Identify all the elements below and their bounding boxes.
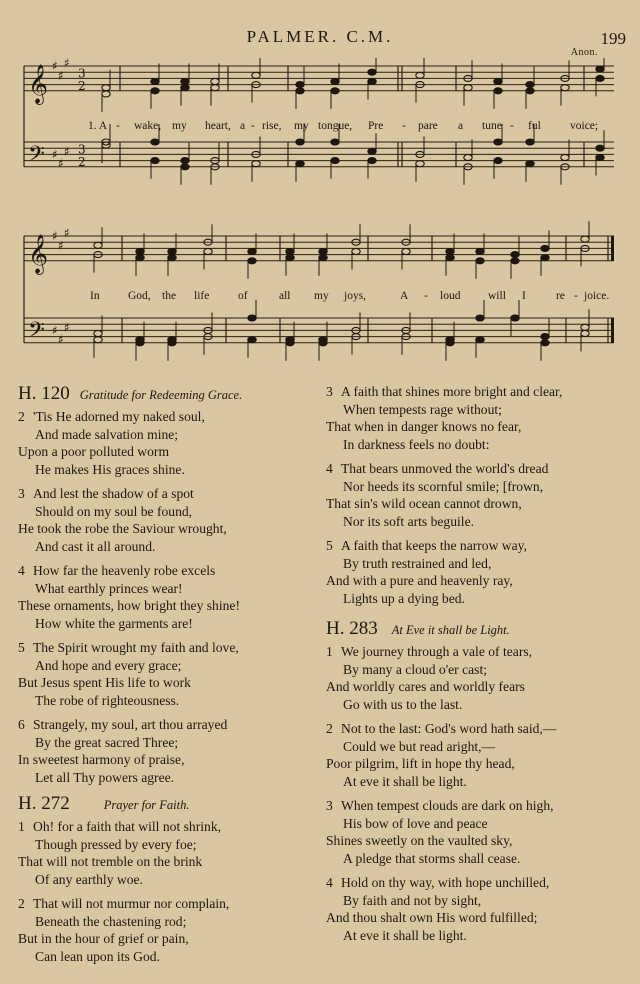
verse-line: Shines sweetly on the vaulted sky, <box>326 833 513 848</box>
right-column <box>326 383 628 951</box>
stanza-first-line <box>18 716 320 734</box>
stanza <box>326 797 628 867</box>
verse-line: Poor pilgrim, lift in hope thy head, <box>326 756 515 771</box>
sharp-icon: ♯ <box>52 229 58 243</box>
bass-clef-icon: 𝄢 <box>28 317 45 348</box>
stanza-first-line <box>18 895 320 913</box>
hymn-title: Prayer for Faith. <box>103 798 190 812</box>
verse-line: Nor its soft arts beguile. <box>343 513 475 529</box>
verse-line: Of any earthly woe. <box>35 871 143 887</box>
notes <box>94 58 604 361</box>
hymn-283-heading <box>326 618 628 641</box>
lyric-syllable: will <box>488 290 506 302</box>
verse-line: At eve it shall be light. <box>343 927 467 943</box>
final-barline-thick <box>611 236 614 261</box>
notehead <box>476 315 484 321</box>
notehead <box>102 91 110 97</box>
verse-line: Let all Thy powers agree. <box>35 769 175 785</box>
notehead <box>511 258 519 264</box>
verse-line: These ornaments, how bright they shine! <box>18 598 240 613</box>
notehead <box>94 242 102 248</box>
verse-line: By faith and not by sight, <box>343 892 482 908</box>
verse-line: Should on my soul be found, <box>35 503 193 519</box>
lyric-syllable: the <box>162 290 177 302</box>
stanza-first-line <box>326 797 628 815</box>
notehead <box>596 155 604 161</box>
lyric-syllable: 1. A <box>88 120 108 132</box>
notehead <box>252 161 260 167</box>
notehead <box>494 79 502 85</box>
verse-line: And worldly cares and worldly fears <box>326 679 525 694</box>
hymn-number: H. 120 <box>18 383 70 404</box>
verse-line: How white the garments are! <box>35 615 193 631</box>
sharp-icon: ♯ <box>58 68 64 83</box>
hymn-title: Gratitude for Redeeming Grace. <box>79 388 243 402</box>
lyric-syllable: voice; <box>570 120 599 132</box>
stanza-number: 1 <box>18 819 25 834</box>
stanza-first-line <box>326 720 628 738</box>
notehead <box>168 249 176 255</box>
notehead <box>494 139 502 145</box>
lyric-syllable: my <box>314 290 329 302</box>
stanza-first-line <box>18 818 320 836</box>
stanza-number: 5 <box>326 538 333 553</box>
notehead <box>248 249 256 255</box>
notehead <box>331 79 339 85</box>
notehead <box>296 139 304 145</box>
sharp-icon: ♯ <box>58 332 64 347</box>
notehead <box>136 255 144 261</box>
notehead <box>561 155 569 161</box>
notehead <box>151 139 159 145</box>
notehead <box>151 79 159 85</box>
notehead <box>331 139 339 145</box>
stanza-number: 2 <box>326 721 333 736</box>
treble-clef-icon: 𝄞 <box>28 63 49 104</box>
hymn-120-stanzas <box>18 408 320 786</box>
lyric-syllable: all <box>279 290 291 302</box>
hymn-272-heading <box>18 793 320 816</box>
music-score <box>0 58 640 368</box>
verse-line: He makes His graces shine. <box>35 461 185 477</box>
hymn-number: H. 272 <box>18 793 70 814</box>
lyric-syllable: of <box>238 290 248 302</box>
hymn-272-stanzas-continued <box>326 383 628 607</box>
verse-line: And hope and every grace; <box>35 657 182 673</box>
verse-line: By truth restrained and led, <box>343 555 492 571</box>
notehead <box>596 66 604 72</box>
lyric-syllable: joys, <box>344 290 367 302</box>
lyric-syllable: - <box>574 290 578 302</box>
tune-title: PALMER. C.M. <box>246 27 394 46</box>
notehead <box>248 337 256 343</box>
notehead <box>494 88 502 94</box>
notehead <box>541 255 549 261</box>
lyric-syllable: a <box>240 120 246 132</box>
lyric-syllable: Pre <box>368 120 384 132</box>
notehead <box>248 315 256 321</box>
stanza-number: 5 <box>18 640 25 655</box>
notehead <box>94 337 102 343</box>
lyric-syllable: re <box>556 290 565 302</box>
verse-line: We journey through a vale of tears, <box>341 644 533 659</box>
verse-line: And thou shalt own His word fulfilled; <box>326 910 538 925</box>
notehead <box>319 255 327 261</box>
verse-line: A pledge that storms shall cease. <box>343 850 521 866</box>
lyric-syllable: - <box>424 290 428 302</box>
verse-line: Hold on thy way, with hope unchilled, <box>341 875 550 890</box>
time-signature-icon: 3 <box>78 66 86 81</box>
stanza <box>326 383 628 453</box>
notehead <box>252 72 260 78</box>
stanza-first-line <box>326 643 628 661</box>
notehead <box>181 164 189 170</box>
verse-line: That will not tremble on the brink <box>18 854 203 869</box>
lyric-syllable: - <box>402 120 406 132</box>
verse-line: And lest the shadow of a spot <box>33 486 194 501</box>
hymn-283-stanzas <box>326 643 628 944</box>
sharp-icon: ♯ <box>64 320 70 335</box>
notehead <box>102 85 110 91</box>
sharp-icon: ♯ <box>58 238 64 253</box>
lyric-syllable: loud <box>440 290 461 302</box>
lyric-syllable: rise, <box>262 120 282 132</box>
verse-line: He took the robe the Saviour wrought, <box>18 521 227 536</box>
stanza-first-line <box>18 639 320 657</box>
notehead <box>151 88 159 94</box>
lyric-syllable: pare <box>418 120 438 132</box>
stanza-number: 2 <box>18 409 25 424</box>
sharp-icon: ♯ <box>64 225 70 240</box>
lyric-syllable: a <box>458 120 464 132</box>
final-barline-thick <box>611 318 614 343</box>
time-signature-icon: 2 <box>78 78 86 93</box>
stanza-first-line <box>326 460 628 478</box>
stanza-first-line <box>18 485 320 503</box>
notehead <box>446 340 454 346</box>
notehead <box>352 249 360 255</box>
verse-line: But in the hour of grief or pain, <box>18 931 189 946</box>
verse-line: In sweetest harmony of praise, <box>18 752 185 767</box>
notehead <box>168 340 176 346</box>
lyric-syllable: my <box>172 120 187 132</box>
sharp-icon: ♯ <box>64 58 70 70</box>
verse-line: 'Tis He adorned my naked soul, <box>33 409 205 424</box>
lyric-syllable: joice. <box>584 290 610 302</box>
composer-credit: Anon. <box>570 47 598 58</box>
lyric-syllable: life <box>194 290 210 302</box>
verse-line: And with a pure and heavenly ray, <box>326 573 513 588</box>
verse-line: That when in danger knows no fear, <box>326 419 522 434</box>
notehead <box>581 331 589 337</box>
verse-line: When tempests rage without; <box>343 401 502 417</box>
notehead <box>511 252 519 258</box>
stanza-number: 1 <box>326 644 333 659</box>
verse-line: Though pressed by every foe; <box>35 836 197 852</box>
verse-line: Nor heeds its scornful smile; [frown, <box>343 478 544 494</box>
verse-line: And made salvation mine; <box>35 426 179 442</box>
verse-line: That bears unmoved the world's dread <box>341 461 549 476</box>
stanza-number: 2 <box>18 896 25 911</box>
stanza-first-line <box>18 408 320 426</box>
notehead <box>464 155 472 161</box>
notehead <box>446 249 454 255</box>
stanza-first-line <box>326 383 628 401</box>
lyric-syllable: - <box>251 120 255 132</box>
hymn-120-heading <box>18 383 320 406</box>
lyric-syllable: wake, <box>134 120 162 132</box>
notehead <box>476 337 484 343</box>
sharp-icon: ♯ <box>52 59 58 73</box>
verse-line: When tempest clouds are dark on high, <box>341 798 554 813</box>
notehead <box>476 258 484 264</box>
notehead <box>416 72 424 78</box>
notehead <box>581 236 589 242</box>
notehead <box>526 139 534 145</box>
notehead <box>541 340 549 346</box>
notehead <box>248 258 256 264</box>
sharp-icon: ♯ <box>64 144 70 159</box>
verse-line: A faith that keeps the narrow way, <box>341 538 527 553</box>
stanza-number: 3 <box>326 798 333 813</box>
lyric-syllable: I <box>522 290 526 302</box>
lyric-syllable: tune <box>482 120 502 132</box>
notehead <box>286 255 294 261</box>
stanza <box>18 562 320 632</box>
page-number: 199 <box>600 29 626 48</box>
stanza-number: 6 <box>18 717 25 732</box>
stanza-number: 4 <box>326 461 333 476</box>
verse-line: But Jesus spent His life to work <box>18 675 191 690</box>
notehead <box>181 79 189 85</box>
notehead <box>319 340 327 346</box>
notehead <box>541 245 549 251</box>
notehead <box>181 85 189 91</box>
stanza-first-line <box>326 874 628 892</box>
lyric-syllable: ful <box>528 120 541 132</box>
stanza <box>18 716 320 786</box>
verse-line: In darkness feels no doubt: <box>343 436 490 452</box>
sharp-icon: ♯ <box>52 323 58 338</box>
stanza <box>18 818 320 888</box>
verse-line: The robe of righteousness. <box>35 692 180 708</box>
notehead <box>168 255 176 261</box>
time-signature-icon: 3 <box>78 142 86 157</box>
hymn-272-stanzas <box>18 818 320 965</box>
verse-line: By the great sacred Three; <box>35 734 179 750</box>
notehead <box>446 255 454 261</box>
verse-line: And cast it all around. <box>35 538 156 554</box>
notehead <box>136 340 144 346</box>
notehead <box>476 249 484 255</box>
notehead <box>526 88 534 94</box>
notehead <box>596 145 604 151</box>
stanza <box>326 537 628 607</box>
notehead <box>541 334 549 340</box>
notehead <box>181 158 189 164</box>
sharp-icon: ♯ <box>52 147 58 162</box>
verse-line: At eve it shall be light. <box>343 773 467 789</box>
lyric-syllable: my <box>294 120 309 132</box>
notehead <box>416 161 424 167</box>
verse-line: A faith that shines more bright and clear, <box>341 384 563 399</box>
notehead <box>286 340 294 346</box>
notehead <box>596 75 604 81</box>
notehead <box>402 249 410 255</box>
notehead <box>136 249 144 255</box>
verse-line: Upon a poor polluted worm <box>18 444 170 459</box>
notehead <box>296 161 304 167</box>
lyric-syllable: In <box>90 290 100 302</box>
verse-line: Go with us to the last. <box>343 696 463 712</box>
verse-line: Strangely, my soul, art thou arrayed <box>33 717 228 732</box>
stanza <box>18 408 320 478</box>
verse-line: Could we but read aright,— <box>343 738 496 754</box>
verse-line: That sin's wild ocean cannot drown, <box>326 496 522 511</box>
verse-line: Oh! for a faith that will not shrink, <box>33 819 222 834</box>
notehead <box>368 158 376 164</box>
notehead <box>319 249 327 255</box>
stanza <box>18 639 320 709</box>
stanza <box>18 895 320 965</box>
notehead <box>368 79 376 85</box>
notehead <box>151 158 159 164</box>
sharp-icon: ♯ <box>58 156 64 171</box>
notehead <box>526 161 534 167</box>
notehead <box>211 85 219 91</box>
stanza <box>326 643 628 713</box>
notehead <box>286 249 294 255</box>
stanza-number: 3 <box>326 384 333 399</box>
bass-clef-icon: 𝄢 <box>28 141 45 172</box>
lyric-syllable: - <box>116 120 120 132</box>
notehead <box>494 158 502 164</box>
lyrics-line-2 <box>90 290 609 302</box>
left-column <box>18 383 320 972</box>
verse-line: How far the heavenly robe excels <box>33 563 216 578</box>
verse-line: Not to the last: God's word hath said,— <box>341 721 557 736</box>
notehead <box>464 85 472 91</box>
notehead <box>296 82 304 88</box>
notehead <box>94 331 102 337</box>
notehead <box>331 158 339 164</box>
notehead <box>368 69 376 75</box>
verse-line: The Spirit wrought my faith and love, <box>33 640 239 655</box>
notehead <box>204 249 212 255</box>
hymn-number: H. 283 <box>326 618 378 639</box>
clefs-and-signatures <box>28 58 86 348</box>
notehead <box>561 85 569 91</box>
lyric-syllable: A <box>400 290 409 302</box>
verse-line: Lights up a dying bed. <box>343 590 465 606</box>
notehead <box>368 148 376 154</box>
notehead <box>296 88 304 94</box>
lyric-syllable: heart, <box>205 120 231 132</box>
stanza-number: 4 <box>326 875 333 890</box>
notehead <box>331 88 339 94</box>
stanza-first-line <box>326 537 628 555</box>
stanza-number: 3 <box>18 486 25 501</box>
time-signature-icon: 2 <box>78 154 86 169</box>
lyrics-line-1 <box>88 120 598 132</box>
notehead <box>526 82 534 88</box>
treble-clef-icon: 𝄞 <box>28 233 49 274</box>
verse-line: What earthly princes wear! <box>35 580 183 596</box>
stanza <box>18 485 320 555</box>
verse-line: That will not murmur nor complain, <box>33 896 230 911</box>
verse-line: His bow of love and peace <box>343 815 488 831</box>
verse-line: Beneath the chastening rod; <box>35 913 187 929</box>
stanza-first-line <box>18 562 320 580</box>
verse-line: By many a cloud o'er cast; <box>343 661 488 677</box>
lyric-syllable: - <box>510 120 514 132</box>
lyric-syllable: God, <box>128 290 151 302</box>
stanza <box>326 720 628 790</box>
stanza <box>326 460 628 530</box>
notehead <box>581 324 589 330</box>
lyric-syllable: tongue, <box>318 120 353 132</box>
stanza <box>326 874 628 944</box>
notehead <box>211 79 219 85</box>
stanza-number: 4 <box>18 563 25 578</box>
hymn-title: At Eve it shall be Light. <box>391 623 510 637</box>
verse-line: Can lean upon its God. <box>35 948 160 964</box>
notehead <box>511 315 519 321</box>
